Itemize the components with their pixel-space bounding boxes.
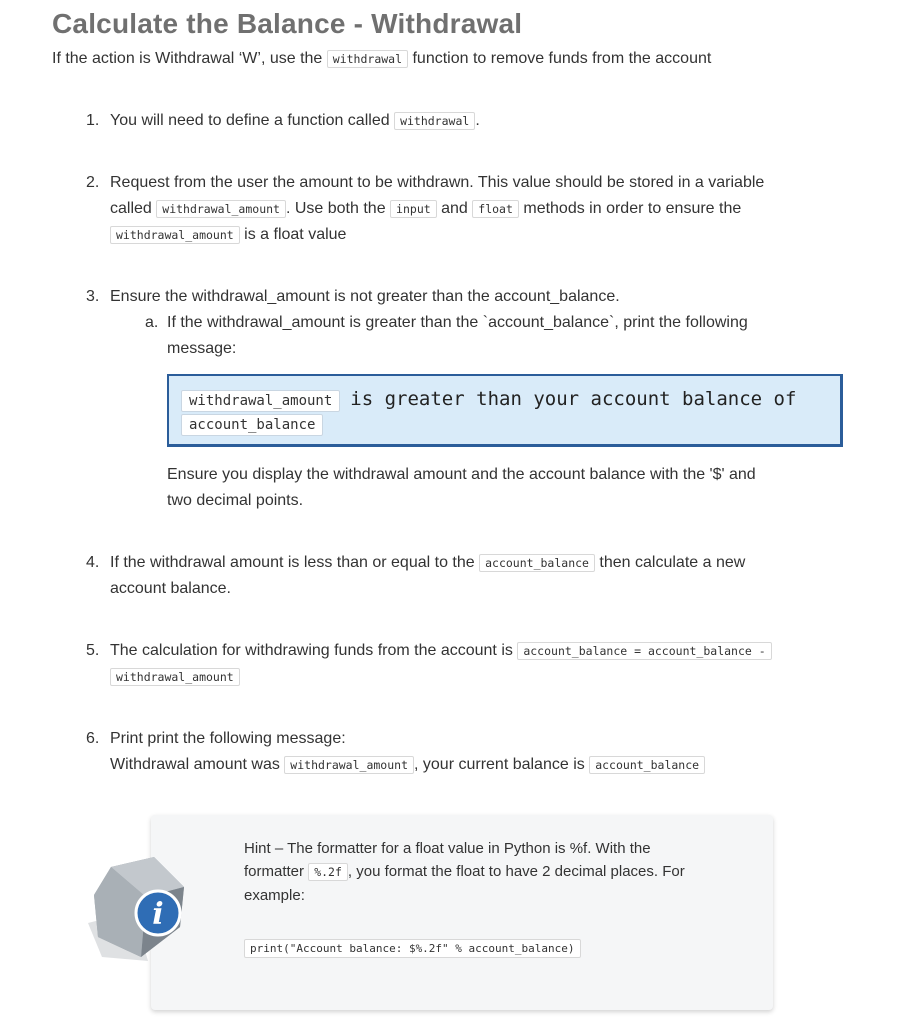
step-number: 3. [86, 288, 100, 305]
inline-code: account_balance [589, 756, 705, 774]
inline-code: withdrawal_amount [110, 668, 240, 686]
step-number: 2. [86, 174, 100, 191]
step-text: methods in order to ensure the [523, 200, 742, 217]
step-text: The calculation for withdrawing funds from the account is [110, 642, 513, 659]
step-text: . Use both the [285, 200, 386, 217]
hint-line: , you format the float to have 2 decimal places. For [347, 863, 685, 880]
page-title: Calculate the Balance - Withdrawal [52, 8, 523, 39]
hint-text [244, 837, 734, 907]
step-2 [110, 170, 830, 248]
callout-text: is greater than your account balance of [350, 388, 797, 410]
step-text: called [110, 200, 152, 217]
inline-code: %.2f [308, 863, 348, 881]
inline-code: account_balance [479, 554, 595, 572]
step-6 [110, 726, 830, 778]
step-4 [110, 550, 830, 602]
step-text: If the withdrawal amount is less than or equal to the [110, 554, 475, 571]
step-5 [110, 638, 830, 690]
step-number: 1. [86, 112, 100, 129]
step-text: You will need to define a function called [110, 112, 390, 129]
step-text: , your current balance is [414, 756, 585, 773]
intro-text-after: function to remove funds from the account [412, 50, 712, 67]
step-text: Request from the user the amount to be withdrawn. This value should be stored in a variable [110, 174, 765, 191]
inline-code: withdrawal [327, 50, 408, 68]
step-text: Withdrawal amount was [110, 756, 280, 773]
step-text: Ensure you display the withdrawal amount and the account balance with the '$' and [167, 466, 756, 483]
sub-step-a-note [167, 462, 847, 514]
inline-code: account_balance [181, 414, 323, 436]
step-number: 4. [86, 554, 100, 571]
step-text: Print print the following message: [110, 730, 346, 747]
inline-code: float [472, 200, 519, 218]
intro-text-before: If the action is Withdrawal ‘W’, use the [52, 50, 323, 67]
step-number: 6. [86, 730, 100, 747]
step-text: is a float value [244, 226, 347, 243]
step-1 [110, 108, 480, 134]
inline-code: withdrawal_amount [110, 226, 240, 244]
sub-step-a [167, 310, 847, 362]
hint-line: Hint – The formatter for a float value in Python is %f. With the [244, 840, 651, 857]
step-text: account balance. [110, 580, 231, 597]
step-text: two decimal points. [167, 492, 304, 509]
step-text: and [441, 200, 468, 217]
callout-line-1 [181, 388, 796, 410]
inline-code: withdrawal_amount [284, 756, 414, 774]
step-text: . [475, 112, 480, 129]
step-text: then calculate a new [599, 554, 746, 571]
inline-code: print("Account balance: $%.2f" % account_balance) [244, 939, 581, 958]
step-number: 5. [86, 642, 100, 659]
message-callout [167, 374, 843, 447]
inline-code: withdrawal_amount [156, 200, 286, 218]
inline-code: input [390, 200, 437, 218]
hint-code-example [244, 939, 581, 957]
hint-line: example: [244, 887, 305, 904]
callout-line-2 [181, 416, 323, 434]
inline-code: account_balance = account_balance - [517, 642, 771, 660]
icon-glyph: i [152, 897, 164, 932]
hint-box [151, 815, 773, 1010]
step-text: If the withdrawal_amount is greater than the `account_balance`, print the following [167, 314, 748, 331]
step-3: Ensure the withdrawal_amount is not greater than the account_balance. [110, 288, 620, 305]
hint-line: formatter [244, 863, 305, 880]
info-icon [86, 857, 196, 961]
inline-code: withdrawal_amount [181, 390, 340, 412]
sub-step-letter: a. [145, 314, 159, 331]
intro-paragraph [52, 50, 711, 68]
inline-code: withdrawal [394, 112, 475, 130]
step-text: message: [167, 340, 237, 357]
